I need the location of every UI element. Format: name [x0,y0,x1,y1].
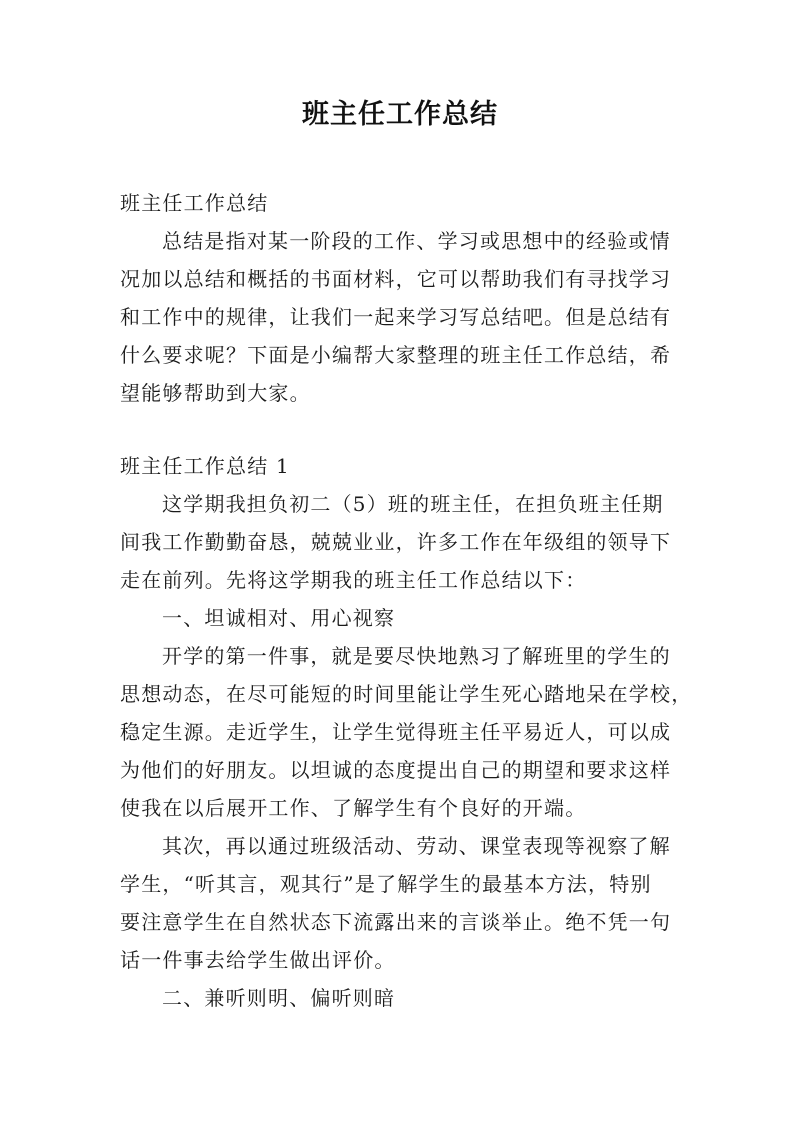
section-gap [120,412,685,447]
paragraph-line: 间我工作勤勤奋恳，兢兢业业，许多工作在年级组的领导下 [120,530,672,554]
page-title: 班主任工作总结 [302,99,498,130]
intro-heading: 班主任工作总结 [120,191,269,215]
paragraph-line: 使我在以后展开工作、了解学生有个良好的开端。 [120,796,587,820]
paragraph-line: 这学期我担负初二（5）班的班主任，在担负班主任期 [162,492,664,516]
paragraph-line: 要注意学生在自然状态下流露出来的言谈举止。绝不凭一句 [120,910,672,934]
intro-line: 什么要求呢？下面是小编帮大家整理的班主任工作总结，希 [120,343,672,367]
paragraph-line: 其次，再以通过班级活动、劳动、课堂表现等视察了解 [162,834,671,858]
paragraph-line: 话一件事去给学生做出评价。 [120,948,396,972]
paragraph-line: 稳定生源。走近学生，让学生觉得班主任平易近人，可以成 [120,720,672,744]
document-body [120,184,693,1017]
subheading: 一、坦诚相对、用心视察 [162,606,396,630]
paragraph-line: 开学的第一件事，就是要尽快地熟习了解班里的学生的 [162,644,671,668]
intro-line: 和工作中的规律，让我们一起来学习写总结吧。但是总结有 [120,305,672,329]
section-heading: 班主任工作总结 1 [120,454,290,478]
paragraph-line: 走在前列。先将这学期我的班主任工作总结以下： [120,568,587,592]
intro-line: 况加以总结和概括的书面材料，它可以帮助我们有寻找学习 [120,267,672,291]
intro-line: 望能够帮助到大家。 [120,381,311,405]
intro-line: 总结是指对某一阶段的工作、学习或思想中的经验或情 [162,229,671,253]
paragraph-line: 为他们的好朋友。以坦诚的态度提出自己的期望和要求这样 [120,758,672,782]
paragraph-line: 思想动态，在尽可能短的时间里能让学生死心踏地呆在学校， [120,682,693,706]
paragraph-line: 学生，“听其言，观其行”是了解学生的最基本方法，特别 [120,872,652,896]
subheading: 二、兼听则明、偏听则暗 [162,986,396,1010]
